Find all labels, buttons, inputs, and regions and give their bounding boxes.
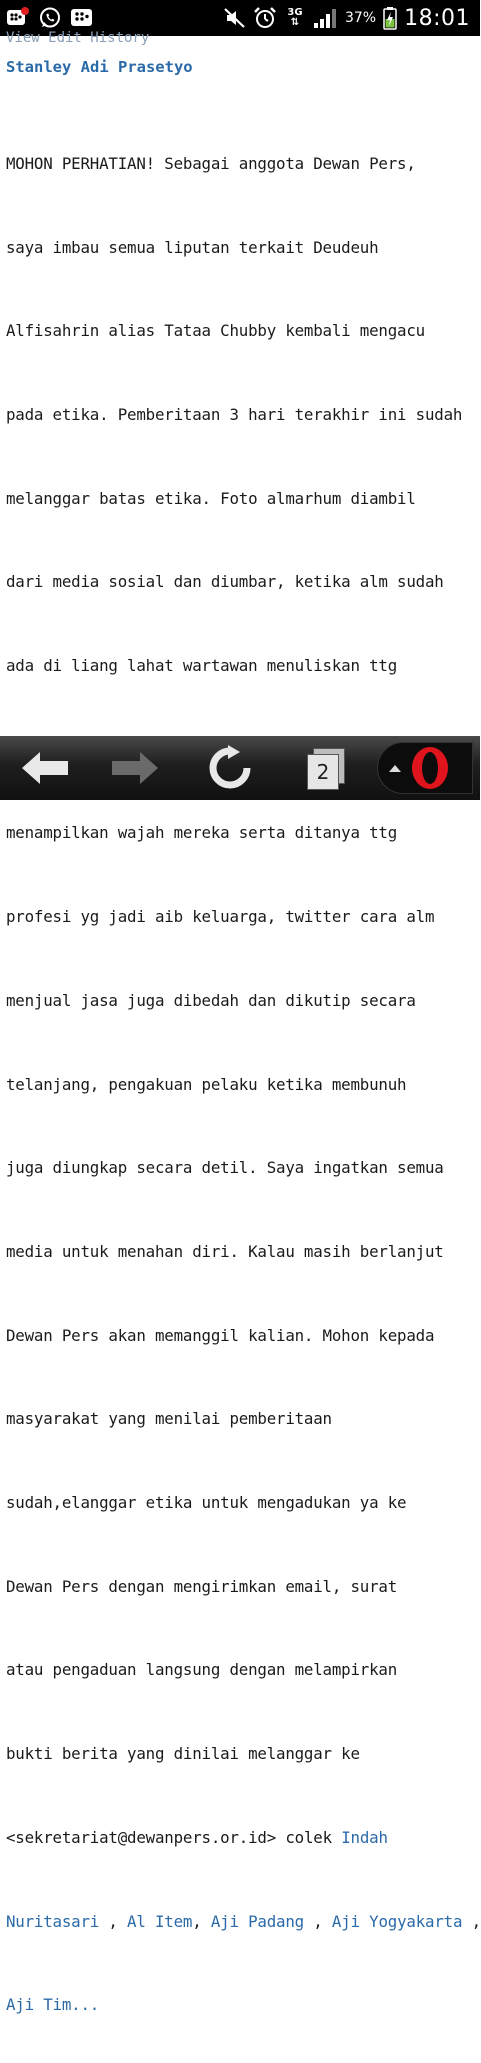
- opera-logo-icon: [410, 745, 450, 791]
- battery-percent: 37%: [344, 10, 377, 26]
- blackberry-icon: [70, 6, 94, 30]
- post-line: atau pengaduan langsung dengan melampirkan: [6, 1660, 398, 1680]
- separator: ,: [313, 1911, 323, 1931]
- tag-aji-padang[interactable]: Aji Padang: [210, 1911, 304, 1931]
- forward-arrow-icon: [110, 750, 160, 786]
- back-arrow-icon: [20, 750, 70, 786]
- back-button[interactable]: [0, 736, 90, 800]
- separator: ,: [108, 1911, 118, 1931]
- post-line-email: [6, 1824, 476, 1852]
- post-line-tags: [6, 1908, 481, 1936]
- separator: ,: [471, 1911, 481, 1931]
- post-line: saya imbau semua liputan terkait Deudeuh: [6, 237, 379, 257]
- battery-charging-icon: [382, 6, 398, 30]
- tabs-button[interactable]: [280, 736, 370, 800]
- colek-label: colek: [285, 1827, 332, 1847]
- post-line: menjual jasa juga dibedah dan dikutip secara: [6, 990, 416, 1010]
- tag-aji-yogyakarta[interactable]: Aji Yogyakarta: [331, 1911, 463, 1931]
- post-line: ada di liang lahat wartawan menuliskan ttg: [6, 656, 398, 676]
- network-type-icon: 3G ⇅: [287, 7, 303, 28]
- reload-icon: [207, 745, 253, 791]
- alarm-icon: [253, 6, 277, 30]
- post-body: [6, 94, 481, 2063]
- post-line: pada etika. Pemberitaan 3 hari terakhir ini sudah: [6, 404, 463, 424]
- post-line: melanggar batas etika. Foto almarhum diambil: [6, 488, 416, 508]
- post-line: sudah,elanggar etika untuk mengadukan ya ke: [6, 1493, 407, 1513]
- email-address: <sekretariat@dewanpers.or.id>: [6, 1827, 277, 1847]
- view-edit-history-link[interactable]: View Edit History: [6, 30, 150, 46]
- post-line-cutoff[interactable]: Aji Tim...: [6, 1995, 100, 2015]
- post-line: telanjang, pengakuan pelaku ketika membunuh: [6, 1074, 407, 1094]
- tag-al-item[interactable]: Al Item: [127, 1911, 193, 1931]
- clock: 18:01: [404, 5, 470, 31]
- separator: ,: [192, 1911, 202, 1931]
- mute-icon: [223, 6, 247, 30]
- tag-indah[interactable]: Indah: [341, 1827, 388, 1847]
- post-line: masyarakat yang menilai pemberitaan: [6, 1409, 332, 1429]
- tag-nuritasari[interactable]: Nuritasari: [6, 1911, 100, 1931]
- bbm-notification-icon: [6, 6, 30, 30]
- author-link[interactable]: Stanley Adi Prasetyo: [6, 58, 193, 76]
- post-line: juga diungkap secara detil. Saya ingatkan semua: [6, 1158, 444, 1178]
- whatsapp-icon: [38, 6, 62, 30]
- reload-button[interactable]: [180, 736, 280, 800]
- post-line: dari media sosial dan diumbar, ketika alm sudah: [6, 572, 444, 592]
- signal-icon: [313, 6, 339, 30]
- post-line: menampilkan wajah mereka serta ditanya ttg: [6, 823, 398, 843]
- browser-toolbar: [0, 736, 480, 800]
- opera-menu-button[interactable]: [370, 736, 480, 800]
- chevron-up-icon: [388, 763, 402, 773]
- forward-button[interactable]: [90, 736, 180, 800]
- post-line: Alfisahrin alias Tataa Chubby kembali mengacu: [6, 321, 425, 341]
- post-line: profesi yg jadi aib keluarga, twitter cara alm: [6, 907, 435, 927]
- post-line: Dewan Pers dengan mengirimkan email, surat: [6, 1576, 398, 1596]
- post-line: bukti berita yang dinilai melanggar ke: [6, 1744, 360, 1764]
- tabs-count: 2: [316, 760, 330, 784]
- post-line: Dewan Pers akan memanggil kalian. Mohon kepada: [6, 1325, 435, 1345]
- post-line: MOHON PERHATIAN! Sebagai anggota Dewan Pers,: [6, 153, 416, 173]
- post-line: media untuk menahan diri. Kalau masih berlanjut: [6, 1241, 444, 1261]
- page-content: [0, 30, 481, 2015]
